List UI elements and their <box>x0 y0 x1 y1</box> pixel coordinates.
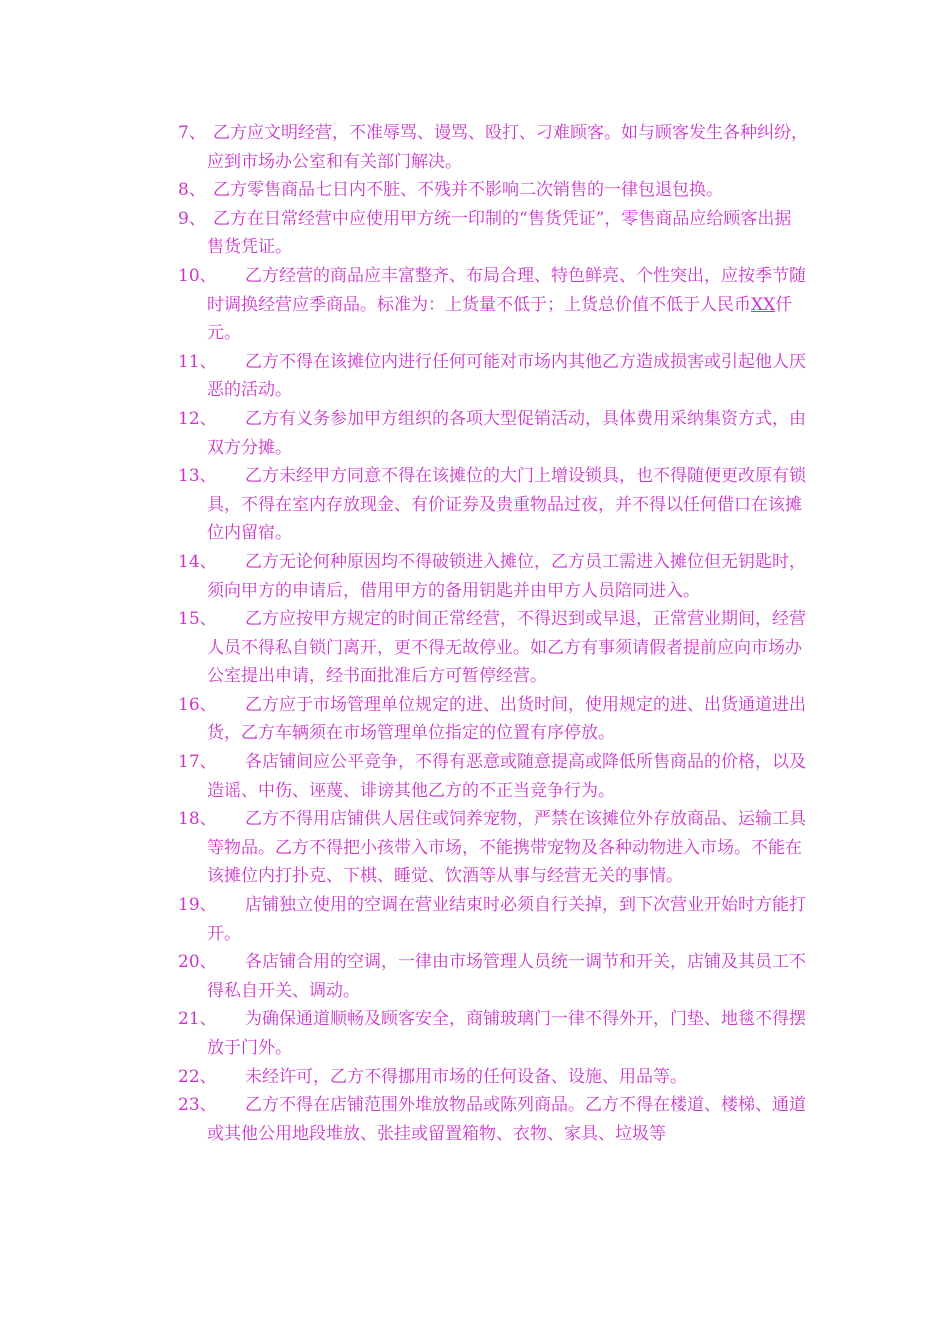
clause-number: 7、 <box>178 123 206 143</box>
clause-text: 乙方经营的商品应丰富整齐、布局合理、特色鲜亮、个性突出，应按季节随时调换经营应季商品。标准为：上货量不低于；上货总价值不低于人民币 <box>207 265 806 315</box>
clause-13 <box>178 462 808 548</box>
clause-text: 店铺独立使用的空调在营业结束时必须自行关掉，到下次营业开始时方能打开。 <box>207 895 806 944</box>
clause-list <box>178 119 808 1148</box>
clause-19 <box>178 891 808 948</box>
clause-22 <box>178 1063 808 1092</box>
clause-number: 17、 <box>178 752 217 773</box>
clause-9 <box>178 205 808 262</box>
clause-11 <box>178 348 808 405</box>
clause-number: 15、 <box>178 609 217 630</box>
clause-number: 14、 <box>178 551 217 572</box>
clause-text: 乙方在日常经营中应使用甲方统一印制的“售货凭证”，零售商品应给顾客出据售货凭证。 <box>207 208 792 258</box>
clause-number: 19、 <box>178 895 217 916</box>
clause-text: 乙方应文明经营，不准辱骂、谩骂、殴打、刁难顾客。如与顾客发生各种纠纷，应到市场办公室和有关部门解决。 <box>207 123 808 172</box>
clause-number: 9、 <box>178 208 206 229</box>
clause-number: 23、 <box>178 1095 217 1116</box>
clause-text: 乙方不得在店铺范围外堆放物品或陈列商品。乙方不得在楼道、楼梯、通道或其他公用地段堆放、张挂或留置箱物、衣物、家具、垃圾等 <box>207 1095 806 1144</box>
clause-7 <box>178 119 808 176</box>
clause-number: 20、 <box>178 952 217 973</box>
clause-12 <box>178 405 808 462</box>
clause-14 <box>178 548 808 605</box>
clause-8 <box>178 176 808 205</box>
clause-15 <box>178 605 808 691</box>
clause-16 <box>178 691 808 748</box>
clause-text: 乙方应于市场管理单位规定的进、出货时间，使用规定的进、出货通道进出货，乙方车辆须在市场管理单位指定的位置有序停放。 <box>207 694 806 744</box>
clause-number: 22、 <box>178 1066 217 1087</box>
clause-text: 各店铺间应公平竞争，不得有恶意或随意提高或降低所售商品的价格，以及造谣、中伤、诬蔑、诽谤其他乙方的不正当竞争行为。 <box>207 752 806 801</box>
clause-number: 11、 <box>178 351 217 372</box>
clause-text: 各店铺合用的空调，一律由市场管理人员统一调节和开关，店铺及其员工不得私自开关、调动。 <box>207 952 806 1001</box>
clause-17 <box>178 748 808 805</box>
clause-20 <box>178 948 808 1005</box>
clause-number: 18、 <box>178 809 217 830</box>
clause-18 <box>178 805 808 891</box>
clause-text: 为确保通道顺畅及顾客安全，商铺玻璃门一律不得外开，门垫、地毯不得摆放于门外。 <box>207 1009 806 1058</box>
amount-placeholder: XX <box>751 294 776 315</box>
clause-text: 乙方有义务参加甲方组织的各项大型促销活动，具体费用采纳集资方式，由双方分摊。 <box>207 408 806 458</box>
clause-23 <box>178 1091 808 1148</box>
clause-number: 16、 <box>178 694 217 715</box>
clause-10 <box>178 262 808 348</box>
clause-text: 未经许可，乙方不得挪用市场的任何设备、设施、用品等。 <box>245 1066 687 1087</box>
clause-21 <box>178 1005 808 1062</box>
clause-text: 乙方未经甲方同意不得在该摊位的大门上增设锁具，也不得随便更改原有锁具，不得在室内存放现金、有价证券及贵重物品过夜，并不得以任何借口在该摊位内留宿。 <box>207 466 806 544</box>
clause-text: 乙方无论何种原因均不得破锁进入摊位，乙方员工需进入摊位但无钥匙时，须向甲方的申请后，借用甲方的备用钥匙并由甲方人员陪同进入。 <box>207 551 806 601</box>
clause-text-end: 仟元。 <box>207 294 793 344</box>
clause-text: 乙方应按甲方规定的时间正常经营，不得迟到或早退，正常营业期间，经营人员不得私自锁门离开，更不得无故停业。如乙方有事须请假者提前应向市场办公室提出申请，经书面批准后方可暂停经营。 <box>207 609 806 687</box>
clause-text: 乙方不得用店铺供人居住或饲养宠物，严禁在该摊位外存放商品、运输工具等物品。乙方不得把小孩带入市场，不能携带宠物及各种动物进入市场。不能在该摊位内打扑克、下棋、睡觉、饮酒等从事与经营无关的事情。 <box>207 809 806 887</box>
clause-number: 12、 <box>178 408 217 429</box>
clause-text: 乙方零售商品七日内不脏、不残并不影响二次销售的一律包退包换。 <box>213 180 723 201</box>
clause-number: 8、 <box>178 180 206 201</box>
clause-number: 21、 <box>178 1009 217 1030</box>
clause-number: 13、 <box>178 466 217 487</box>
clause-text: 乙方不得在该摊位内进行任何可能对市场内其他乙方造成损害或引起他人厌恶的活动。 <box>207 351 806 401</box>
clause-number: 10、 <box>178 265 217 286</box>
